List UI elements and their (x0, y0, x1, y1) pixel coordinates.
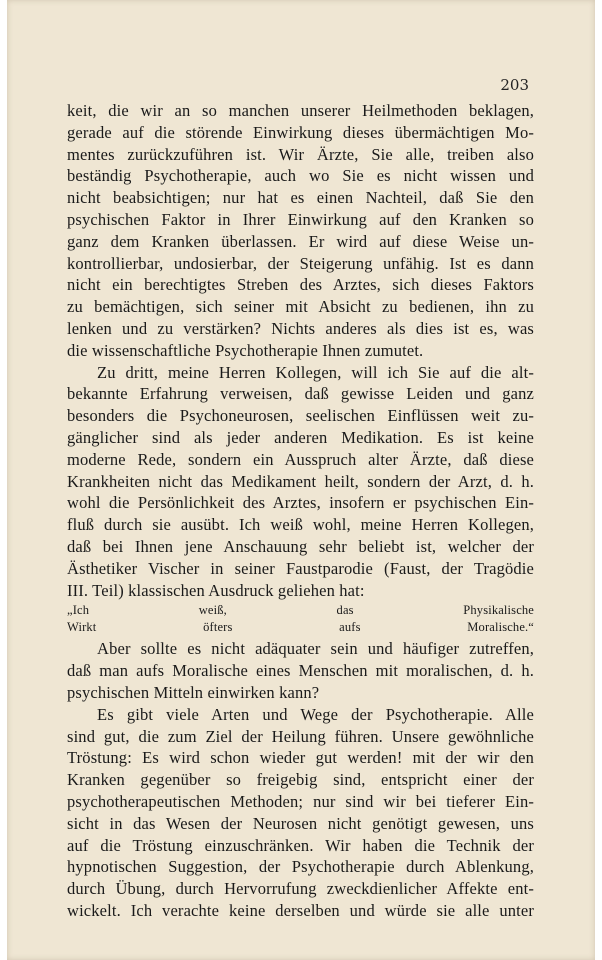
text-line: psychotherapeutischen Methoden; nur sind wir bei tieferer Ein- (67, 791, 534, 811)
text-line: durch Übung, durch Hervorrufung zweckdienlicher Affekte ent- (67, 879, 534, 899)
body-text (67, 100, 534, 922)
text-line: gänglicher sind als jeder anderen Medikation. Es ist keine (67, 427, 534, 447)
text-line: fluß durch sie ausübt. Ich weiß wohl, meine Herren Kollegen, (67, 515, 534, 535)
text-line: Krankheiten nicht das Medikament heilt, sondern der Arzt, d. h. (67, 471, 534, 491)
text-line: hypnotischen Suggestion, der Psychotherapie durch Ablenkung, (67, 857, 534, 877)
text-line: psychischen Mitteln einwirken kann? (67, 682, 320, 702)
quote-line: „Ich weiß, das Physikalische (67, 603, 534, 618)
text-line: Ästhetiker Vischer in seiner Faustparodie (Faust, der Tragödie (67, 558, 534, 578)
text-line: ganz dem Kranken überlassen. Er wird auf diese Weise un- (67, 231, 534, 251)
text-line: Tröstung: Es wird schon wieder gut werden! mit der wir den (67, 748, 534, 768)
text-line: auf die Tröstung einzuschränken. Wir haben die Technik der (67, 835, 534, 855)
text-line: nicht beabsichtigen; nur hat es einen Nachteil, daß Sie den (67, 188, 534, 208)
text-line: mentes zurückzuführen ist. Wir Ärzte, Sie alle, treiben also (67, 144, 534, 164)
page-number: 203 (500, 76, 529, 94)
text-line: lenken und zu verstärken? Nichts anderes als dies ist es, was (67, 318, 534, 338)
text-line: Kranken gegenüber so freigebig sind, entspricht einer der (67, 770, 534, 790)
text-line: daß man aufs Moralische eines Menschen mit moralischen, d. h. (67, 661, 534, 681)
text-line: kontrollierbar, undosierbar, der Steigerung unfähig. Ist es dann (67, 253, 534, 273)
text-line: III. Teil) klassischen Ausdruck geliehen hat: (67, 580, 365, 600)
text-line: keit, die wir an so manchen unserer Heilmethoden beklagen, (67, 101, 534, 120)
text-line: wohl die Persönlichkeit des Arztes, insofern er psychischen Ein- (67, 493, 534, 513)
text-line: daß bei Ihnen jene Anschauung sehr beliebt ist, welcher der (67, 536, 534, 556)
text-line: die wissenschaftliche Psychotherapie Ihnen zumutet. (67, 340, 424, 360)
text-line: Es gibt viele Arten und Wege der Psychotherapie. Alle (97, 704, 534, 724)
text-line: nicht ein berechtigtes Streben des Arztes, sich dieses Faktors (67, 275, 534, 295)
text-line: gerade auf die störende Einwirkung dieses übermächtigen Mo- (67, 122, 534, 142)
text-line: Aber sollte es nicht adäquater sein und häufiger zutreffen, (97, 639, 534, 659)
text-line: besonders die Psychoneurosen, seelischen Einflüssen weit zu- (67, 406, 534, 426)
text-line: wickelt. Ich verachte keine derselben und würde sie alle unter (67, 900, 534, 920)
text-line: sicht in das Wesen der Neurosen nicht genötigt gewesen, uns (67, 813, 534, 833)
text-line: sind gut, die zum Ziel der Heilung führen. Unsere gewöhnliche (67, 726, 534, 746)
text-line: zu bemächtigen, sich seiner mit Absicht zu bedienen, ihn zu (67, 297, 534, 317)
text-line: bekannte Erfahrung verweisen, daß gewisse Leiden und ganz (67, 384, 534, 404)
book-page (7, 0, 595, 960)
text-line: moderne Rede, sondern ein Ausspruch alter Ärzte, daß diese (67, 449, 534, 469)
text-line: psychischen Faktor in Ihrer Einwirkung auf den Kranken so (67, 209, 534, 229)
text-line: Zu dritt, meine Herren Kollegen, will ich Sie auf die alt- (97, 362, 534, 382)
quote-line: Wirkt öfters aufs Moralische.“ (67, 619, 534, 634)
text-line: beständig Psychotherapie, auch wo Sie es nicht wissen und (67, 166, 534, 186)
